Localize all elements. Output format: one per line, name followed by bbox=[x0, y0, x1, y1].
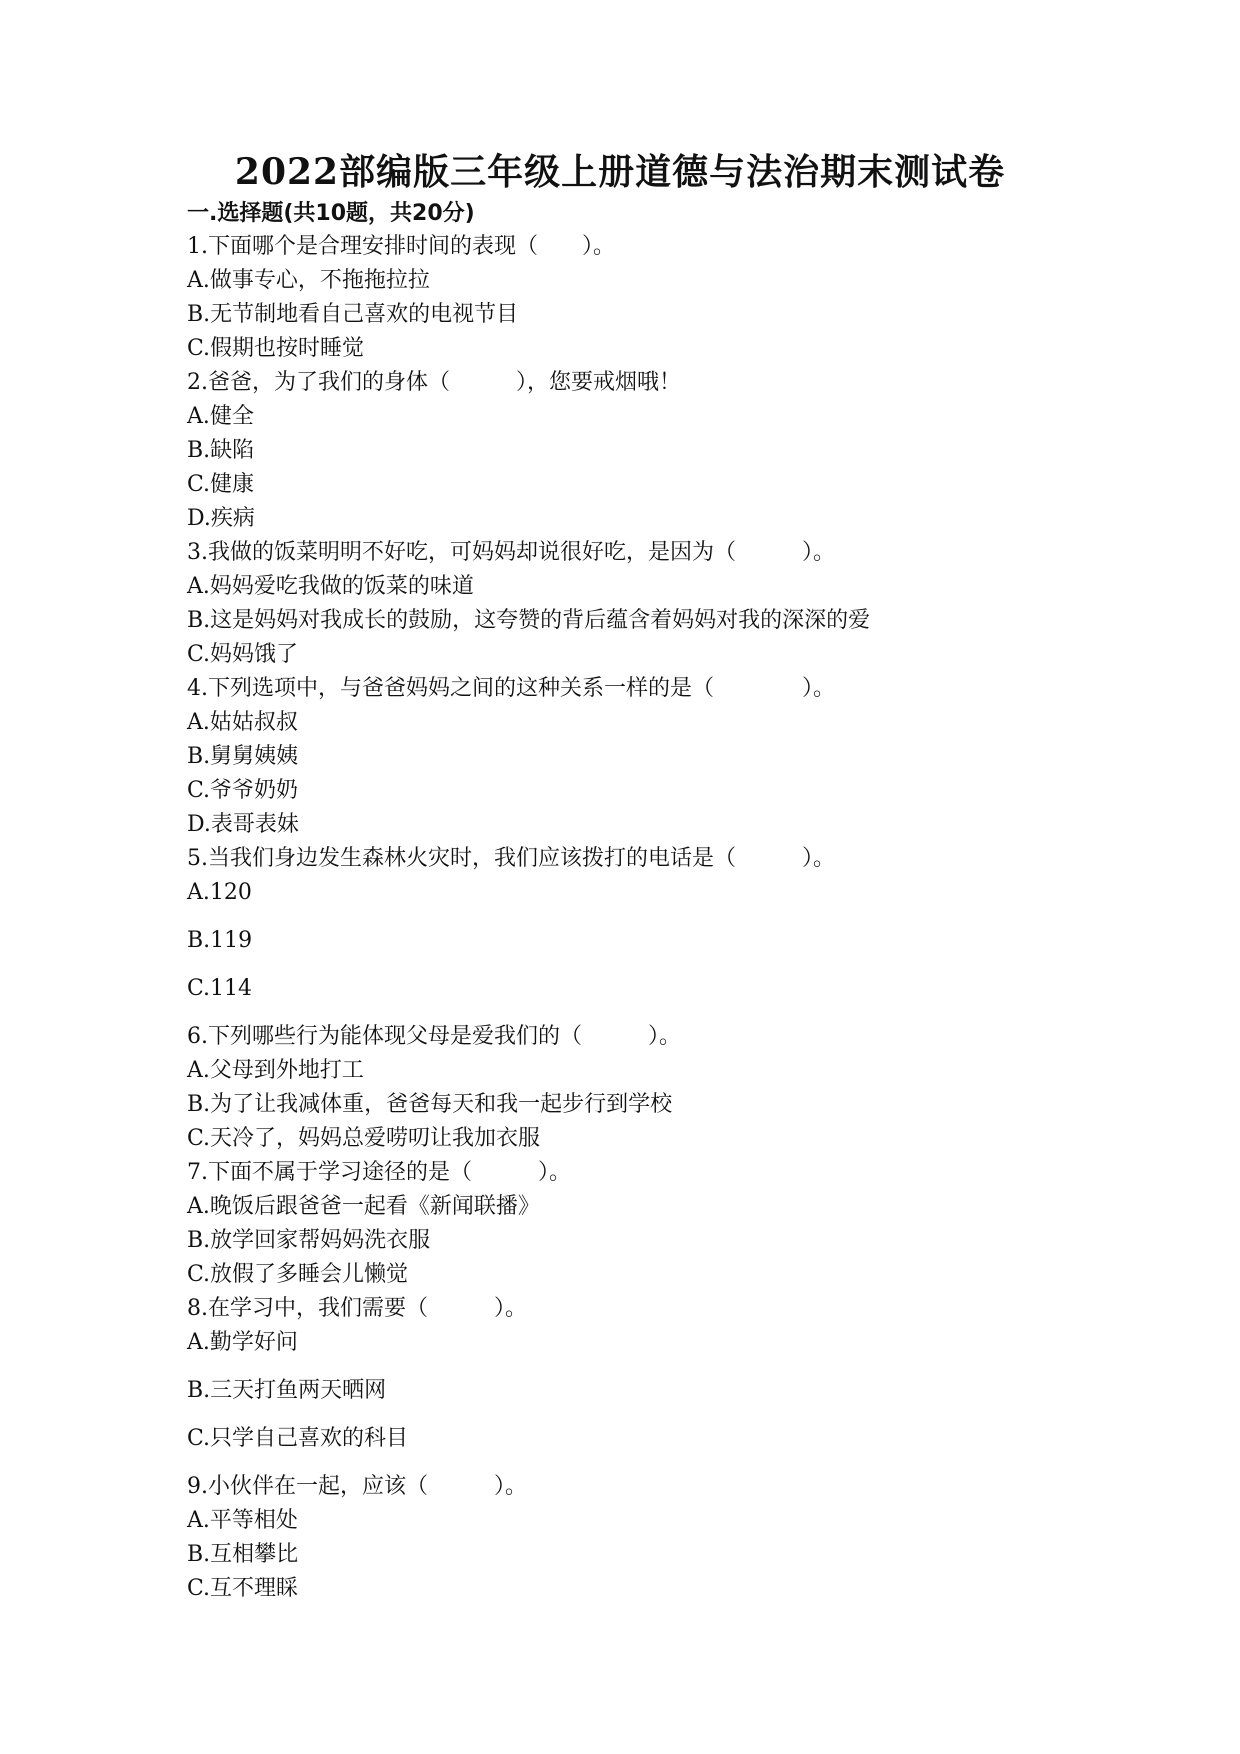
option: A.健全 bbox=[187, 404, 254, 429]
option: D.表哥表妹 bbox=[187, 812, 299, 837]
option: B.放学回家帮妈妈洗衣服 bbox=[187, 1228, 431, 1253]
option: D.疾病 bbox=[187, 506, 255, 531]
option: C.只学自己喜欢的科目 bbox=[187, 1426, 409, 1451]
option: C.114 bbox=[187, 976, 253, 1001]
option: B.119 bbox=[187, 928, 253, 953]
option: A.120 bbox=[187, 880, 252, 905]
option: B.为了让我减体重，爸爸每天和我一起步行到学校 bbox=[187, 1092, 673, 1117]
option: B.这是妈妈对我成长的鼓励，这夸赞的背后蕴含着妈妈对我的深深的爱 bbox=[187, 608, 871, 633]
option: B.舅舅姨姨 bbox=[187, 744, 299, 769]
question-stem: 9.小伙伴在一起，应该（ ）。 bbox=[187, 1474, 527, 1499]
option: B.互相攀比 bbox=[187, 1542, 299, 1567]
option: C.互不理睬 bbox=[187, 1576, 299, 1601]
question-stem: 5.当我们身边发生森林火灾时，我们应该拨打的电话是（ ）。 bbox=[187, 846, 835, 871]
option: C.假期也按时睡觉 bbox=[187, 336, 365, 361]
option: A.平等相处 bbox=[187, 1508, 298, 1533]
option: C.妈妈饿了 bbox=[187, 642, 299, 667]
option: C.爷爷奶奶 bbox=[187, 778, 299, 803]
question-stem: 3.我做的饭菜明明不好吃，可妈妈却说很好吃，是因为（ ）。 bbox=[187, 540, 835, 565]
option: A.父母到外地打工 bbox=[187, 1058, 364, 1083]
option: B.缺陷 bbox=[187, 438, 255, 463]
section-heading: 一.选择题(共10题，共20分) bbox=[187, 201, 475, 226]
page-title: 2022部编版三年级上册道德与法治期末测试卷 bbox=[234, 151, 1006, 193]
option: C.天冷了，妈妈总爱唠叨让我加衣服 bbox=[187, 1126, 541, 1151]
question-stem: 8.在学习中，我们需要（ ）。 bbox=[187, 1296, 527, 1321]
question-stem: 1.下面哪个是合理安排时间的表现（ ）。 bbox=[187, 234, 615, 259]
option: C.健康 bbox=[187, 472, 255, 497]
option: A.晚饭后跟爸爸一起看《新闻联播》 bbox=[187, 1194, 540, 1219]
option: A.做事专心，不拖拖拉拉 bbox=[187, 268, 430, 293]
option: B.无节制地看自己喜欢的电视节目 bbox=[187, 302, 519, 327]
option: A.妈妈爱吃我做的饭菜的味道 bbox=[187, 574, 474, 599]
option: A.姑姑叔叔 bbox=[187, 710, 298, 735]
option: C.放假了多睡会儿懒觉 bbox=[187, 1262, 409, 1287]
option: A.勤学好问 bbox=[187, 1330, 298, 1355]
question-stem: 6.下列哪些行为能体现父母是爱我们的（ ）。 bbox=[187, 1024, 681, 1049]
question-stem: 4.下列选项中，与爸爸妈妈之间的这种关系一样的是（ ）。 bbox=[187, 676, 835, 701]
question-stem: 7.下面不属于学习途径的是（ ）。 bbox=[187, 1160, 571, 1185]
question-stem: 2.爸爸，为了我们的身体（ ），您要戒烟哦！ bbox=[187, 370, 681, 395]
option: B.三天打鱼两天晒网 bbox=[187, 1378, 387, 1403]
